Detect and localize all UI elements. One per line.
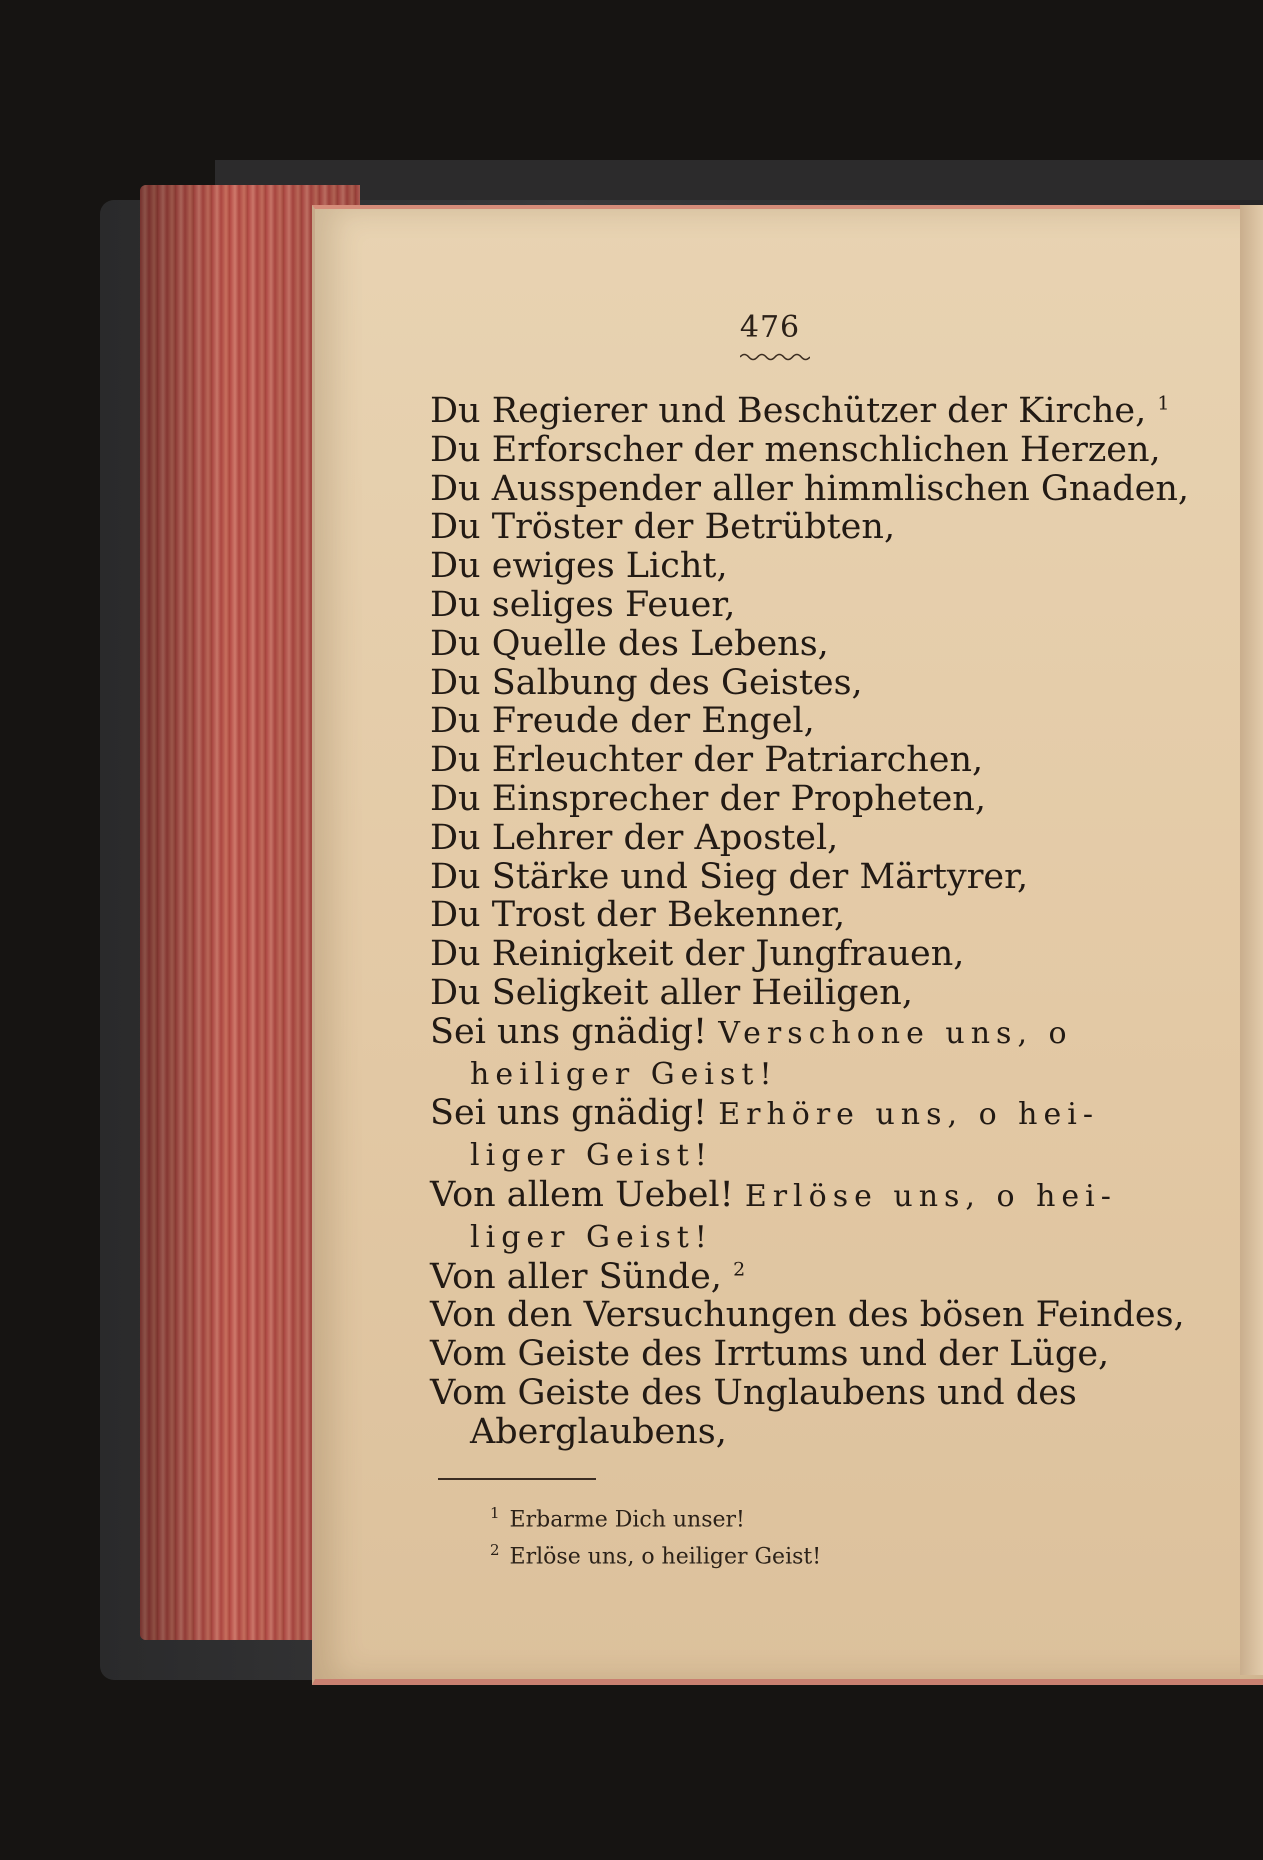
text-line <box>430 780 1130 819</box>
wavy-ornament-icon <box>740 352 810 362</box>
line-text: Du Stärke und Sieg der Märtyrer, <box>430 856 1029 897</box>
line-text: Du Reinigkeit der Jungfrauen, <box>430 934 965 975</box>
line-text: Du Tröster der Betrübten, <box>430 507 896 548</box>
line-text: Du Salbung des Geistes, <box>430 662 863 703</box>
text-line <box>430 468 1190 509</box>
line-text: Sei uns gnädig! <box>430 1011 708 1052</box>
line-text: Vom Geiste des Irrtums und der Lüge, <box>430 1334 1110 1375</box>
footnote-marker: 1 <box>1157 392 1170 415</box>
line-text: Vom Geiste des Unglaubens und des <box>430 1372 1077 1413</box>
line-text: Von aller Sünde, <box>430 1256 722 1297</box>
line-text: Du Ausspender aller himmlischen Gnaden, <box>430 468 1190 509</box>
footnote-number: 1 <box>490 1504 500 1522</box>
text-line <box>430 858 1130 897</box>
page-number: 476 <box>739 310 801 345</box>
text-line <box>430 1135 1130 1176</box>
text-line <box>430 1335 1130 1374</box>
line-text: Du Regierer und Beschützer der Kirche, <box>430 391 1147 431</box>
line-text: Du Lehrer der Apostel, <box>430 817 839 858</box>
line-text: Du Erleuchter der Patriarchen, <box>430 740 984 781</box>
response-text: Verschone uns, o <box>718 1015 1073 1051</box>
text-line <box>430 508 1130 547</box>
line-text: Von den Versuchungen des bösen Feindes, <box>430 1295 1185 1336</box>
text-line <box>430 741 1130 780</box>
text-line <box>430 429 1161 470</box>
footnote-number: 2 <box>490 1541 500 1560</box>
line-text: Du Seligkeit aller Heiligen, <box>430 972 913 1013</box>
text-line <box>430 1217 1130 1258</box>
footnote-text: Erlöse uns, o heiliger Geist! <box>509 1544 822 1570</box>
litany-text <box>430 391 1190 1452</box>
footnote <box>490 1498 1090 1535</box>
text-line <box>430 1013 1130 1054</box>
text-line <box>430 1413 1130 1452</box>
response-text: heiliger Geist! <box>470 1056 778 1092</box>
line-text: Du Trost der Bekenner, <box>430 895 846 936</box>
line-text: Du ewiges Licht, <box>430 546 728 587</box>
text-line <box>430 664 1130 703</box>
response-text: liger Geist! <box>470 1138 713 1174</box>
text-line <box>430 1176 1130 1217</box>
text-line <box>430 896 1130 935</box>
line-text: Aberglaubens, <box>470 1411 727 1452</box>
text-line <box>430 391 1170 431</box>
line-text: Du seliges Feuer, <box>430 584 736 625</box>
text-line <box>430 1374 1130 1413</box>
footnote-marker: 2 <box>733 1257 746 1280</box>
line-text: Du Einsprecher der Propheten, <box>430 778 986 819</box>
text-line <box>430 819 1130 858</box>
response-text: liger Geist! <box>470 1219 713 1255</box>
text-line <box>430 935 1130 974</box>
response-text: Erhöre uns, o hei- <box>718 1097 1099 1133</box>
line-text: Du Freude der Engel, <box>430 701 815 742</box>
text-line <box>430 702 1130 741</box>
footnote-text: Erbarme Dich unser! <box>509 1507 745 1533</box>
line-text: Du Erforscher der menschlichen Herzen, <box>430 429 1161 470</box>
footnote <box>490 1535 1090 1572</box>
footnote-divider <box>438 1478 596 1480</box>
text-line <box>430 1258 1130 1297</box>
text-line <box>430 625 1130 664</box>
line-text: Von allem Uebel! <box>430 1174 734 1215</box>
text-line <box>430 586 1130 625</box>
text-line <box>430 1094 1130 1135</box>
line-text: Sei uns gnädig! <box>430 1093 708 1134</box>
line-text: Du Quelle des Lebens, <box>430 623 829 664</box>
book-cover-top <box>215 160 1263 200</box>
text-line <box>430 1295 1185 1336</box>
text-line <box>430 1054 1130 1095</box>
page-gutter <box>1240 205 1263 1675</box>
response-text: Erlöse uns, o hei- <box>744 1178 1117 1214</box>
footnotes <box>490 1498 1090 1573</box>
text-line <box>430 547 1130 586</box>
text-line <box>430 974 1130 1013</box>
